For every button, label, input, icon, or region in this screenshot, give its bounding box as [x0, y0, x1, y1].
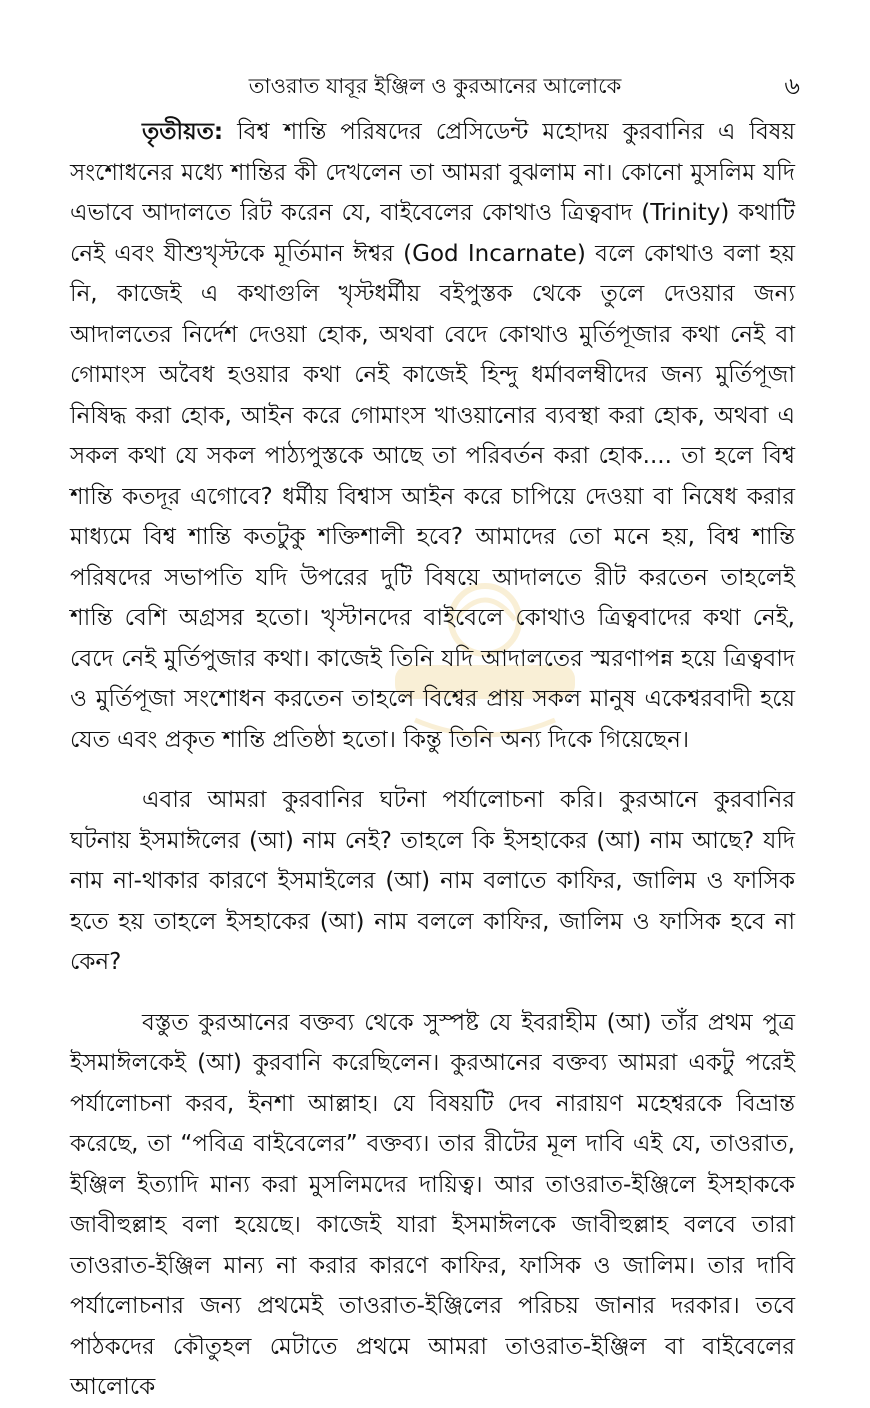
paragraph-text: বস্তুত কুরআনের বক্তব্য থেকে সুস্পষ্ট যে ইবরাহীম (আ) তাঁর প্রথম পুত্র ইসমাঈলকেই (আ) কুরবানি করেছিলেন। কুরআনের বক্তব্য আমরা একটু পরেই পর্যালোচনা করব, ইনশা আল্লাহ। যে বিষয়টি দেব নারায়ণ মহেশ্বরকে বিভ্রান্ত করেছে, তা “পবিত্র বাইবেলের” বক্তব্য। তার রীটের মূল দাবি এই যে, তাওরাত, ইঞ্জিল ইত্যাদি মান্য করা মুসলিমদের দায়িত্ব। আর তাওরাত-ইঞ্জিলে ইসহাককে জাবীহুল্লাহ বলা হয়েছে। কাজেই যারা ইসমাঈলকে জাবীহুল্লাহ বলবে তারা তাওরাত-ইঞ্জিল মান্য না করার কারণে কাফির, ফাসিক ও জালিম। তার দাবি পর্যালোচনার জন্য প্রথমেই তাওরাত-ইঞ্জিলের পরিচয় জানার দরকার। তবে পাঠকদের কৌতুহল মেটাতে প্রথমে আমরা তাওরাত-ইঞ্জিল বা বাইবেলের আলোকে — [70, 1009, 795, 1400]
paragraph-lead: তৃতীয়ত: — [142, 119, 224, 145]
paragraph-text: বিশ্ব শান্তি পরিষদের প্রেসিডেন্ট মহোদয় কুরবানির এ বিষয় সংশোধনের মধ্যে শান্তির কী দেখলেন তা আমরা বুঝলাম না। কোনো মুসলিম যদি এভাবে আদালতে রিট করেন যে, বাইবেলের কোথাও ত্রিত্ববাদ (Trinity) কথাটি নেই এবং যীশুখৃস্টকে মূর্তিমান ঈশ্বর (God Incarnate) বলে কোথাও বলা হয় নি, কাজেই এ কথাগুলি খৃস্টধর্মীয় বইপুস্তক থেকে তুলে দেওয়ার জন্য আদালতের নির্দেশ দেওয়া হোক, অথবা বেদে কোথাও মুর্তিপূজার কথা নেই বা গোমাংস অবৈধ হওয়ার কথা নেই কাজেই হিন্দু ধর্মাবলম্বীদের জন্য মুর্তিপূজা নিষিদ্ধ করা হোক, আইন করে গোমাংস খাওয়ানোর ব্যবস্থা করা হোক, অথবা এ সকল কথা যে সকল পাঠ্যপুস্তকে আছে তা পরিবর্তন করা হোক.... তা হলে বিশ্ব শান্তি কতদূর এগোবে? ধর্মীয় বিশ্বাস আইন করে চাপিয়ে দেওয়া বা নিষেধ করার মাধ্যমে বিশ্ব শান্তি কতটুকু শক্তিশালী হবে? আমাদের তো মনে হয়, বিশ্ব শান্তি পরিষদের সভাপতি যদি উপরের দুটি বিষয়ে আদালতে রীট করতেন তাহলেই শান্তি বেশি অগ্রসর হতো। খৃস্টানদের বাইবেলে কোথাও ত্রিত্ববাদের কথা নেই, বেদে নেই মুর্তিপুজার কথা। কাজেই তিনি যদি আদালতের স্মরণাপন্ন হয়ে ত্রিত্ববাদ ও মুর্তিপূজা সংশোধন করতেন তাহলে বিশ্বের প্রায় সকল মানুষ একেশ্বরবাদী হয়ে যেত এবং প্রকৃত শান্তি প্রতিষ্ঠা হতো। কিন্তু তিনি অন্য দিকে গিয়েছেন। — [70, 119, 795, 753]
running-title: তাওরাত যাবূর ইঞ্জিল ও কুরআনের আলোকে — [248, 74, 622, 98]
body-text — [70, 112, 795, 1408]
page-number: ৬ — [784, 72, 800, 100]
running-header — [70, 66, 800, 106]
paragraph-1 — [70, 112, 795, 760]
paragraph-2 — [70, 780, 795, 983]
paragraph-text: এবার আমরা কুরবানির ঘটনা পর্যালোচনা করি। কুরআনে কুরবানির ঘটনায় ইসমাঈলের (আ) নাম নেই? তাহলে কি ইসহাকের (আ) নাম আছে? যদি নাম না-থাকার কারণে ইসমাইলের (আ) নাম বলাতে কাফির, জালিম ও ফাসিক হতে হয় তাহলে ইসহাকের (আ) নাম বললে কাফির, জালিম ও ফাসিক হবে না কেন? — [70, 787, 795, 975]
paragraph-3 — [70, 1003, 795, 1408]
